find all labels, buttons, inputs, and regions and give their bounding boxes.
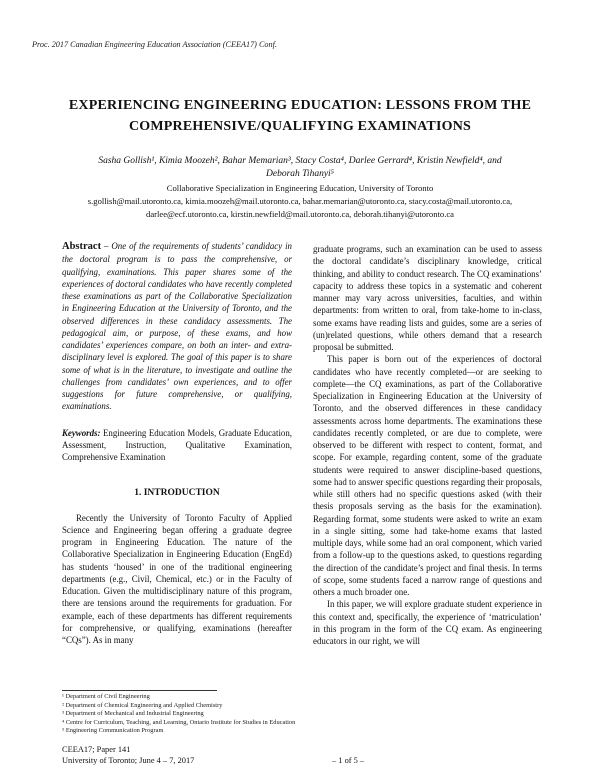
footnote-2: ² Department of Chemical Engineering and Applied Chemistry <box>62 701 223 709</box>
intro-paragraph-1: Recently the University of Toronto Faculty of Applied Science and Engineering began offering a graduate degree program in Engineering Education. The nature of the Collaborative Specialization in Engineering Education (EngEd) has students ‘housed’ in one of the traditional engineering departments (e.g., Civil, Chemical, etc.) or in the Faculty of Education. Given the multidisciplinary nature of this program, there are tensions around the requirements for graduation. For example, each of these departments has different requirements for comprehensive, or qualifying, examinations (hereafter “CQs”). As in many <box>62 512 292 645</box>
footnote-5: ⁵ Engineering Communication Program <box>62 727 164 735</box>
footnote-3: ³ Department of Mechanical and Industrial Engineering <box>62 710 204 718</box>
page-number: – 1 of 5 – <box>332 755 365 765</box>
footnote-1: ¹ Department of Civil Engineering <box>62 693 150 700</box>
title-line-2: COMPREHENSIVE/QUALIFYING EXAMINATIONS <box>128 119 471 134</box>
keywords-text: Engineering Education Models, Graduate Education, Assessment, Instruction, Qualitative Examination, Comprehensive Examination <box>62 427 292 462</box>
title-line-1: EXPERIENCING ENGINEERING EDUCATION: LESSONS FROM THE <box>68 98 532 113</box>
affiliation-block <box>40 182 560 220</box>
abstract-text: – One of the requirements of students’ candidacy in the doctoral program is to pass the comprehensive, or qualifying, examinations. This paper shares some of the experiences of doctoral candidates who have recently completed these examinations as part of the Collaborative Specialization in Engineering Education at the University of Toronto, and the observed differences in these candidacy assessments. The pedagogical aim, or purpose, of these exams, and how candidates’ experiences compare, on both an inter- and extra-disciplinary level is explored. The goal of this paper is to share some of what is in the literature, to investigate and outline the challenges from candidates’ own experiences, and to offer suggestions for future comprehensive, or qualifying, examinations. <box>62 241 292 412</box>
footnote-divider <box>62 690 217 691</box>
emails-line-1: s.gollish@mail.utoronto.ca, kimia.moozeh@mail.utoronto.ca, bahar.memarian@utoronto.ca, stacy.costa@mail.utoronto.ca, <box>87 195 513 206</box>
emails-line-2: darlee@ecf.utoronto.ca, kirstin.newfield@mail.utoronto.ca, deborah.tihanyi@utoronto.ca <box>146 208 454 219</box>
running-header: Proc. 2017 Canadian Engineering Education Association (CEEA17) Conf. <box>32 40 277 49</box>
authors-line-1: Sasha Gollish¹, Kimia Moozeh², Bahar Memarian³, Stacy Costa⁴, Darlee Gerrard⁴, Kristin Newfield⁴, and <box>98 156 502 166</box>
right-paragraph-1: graduate programs, such an examination can be used to assess the doctoral candidate’s disciplinary knowledge, critical thinking, and ability to conduct research. The CQ examinations’ capacity to address these topics in a systematic and coherent manner may vary across universities, faculties, and within departments: from written to oral, from take-home to in-class, some exams have reading lists and guides, some are a series of (un)related questions, while others demand that a research proposal be submitted. <box>313 244 542 352</box>
author-list <box>40 155 560 181</box>
footer-venue: University of Toronto; June 4 – 7, 2017 <box>62 755 195 765</box>
footnotes <box>62 693 295 736</box>
footer-paper-id: CEEA17; Paper 141 <box>62 745 131 754</box>
footnote-4: ⁴ Centre for Curriculum, Teaching, and Learning, Ontario Institute for Studies in Education <box>62 718 296 726</box>
page-footer <box>62 745 542 766</box>
abstract-label: Abstract <box>62 241 102 252</box>
left-column <box>62 240 292 646</box>
right-paragraph-2: This paper is born out of the experiences of doctoral candidates who have recently completed—or are seeking to complete—the CQ examinations, as part of the Collaborative Specialization in Engineering Education at the University of Toronto, and the observed differences in these candidacy assessments across home departments. The examinations these candidates recently completed, or are due to complete, were observed to be different with respect to content, format, and scope. For example, regarding content, some of the graduate students were required to answer discipline-based questions, some had to answer specific questions regarding their proposals, while still others had no specific questions asked (with their thesis proposals serving as the basis for the examination). Regarding format, some students were asked to write an exam in a single sitting, some had take-home exams that lasted multiple days, while some had an oral component, which varied from a follow-up to the questions asked, to questions regarding the direction of the candidate’s project and final thesis. In terms of scope, some students faced a narrow range of questions and others a much broader one. <box>313 354 542 597</box>
abstract <box>62 240 292 413</box>
affiliation-line: Collaborative Specialization in Engineering Education, University of Toronto <box>166 183 434 193</box>
authors-line-2: Deborah Tihanyi⁵ <box>266 169 334 179</box>
keywords-label: Keywords: <box>62 427 101 438</box>
section-heading-introduction: 1. INTRODUCTION <box>134 488 220 499</box>
right-paragraph-3: In this paper, we will explore graduate student experience in this context and, specifically, the experience of ‘matriculation’ in this program in the form of the CQ exam. As engineering educators in our right, we will <box>313 599 542 646</box>
paper-title <box>40 95 560 137</box>
keywords <box>62 427 292 464</box>
right-column <box>313 243 542 647</box>
